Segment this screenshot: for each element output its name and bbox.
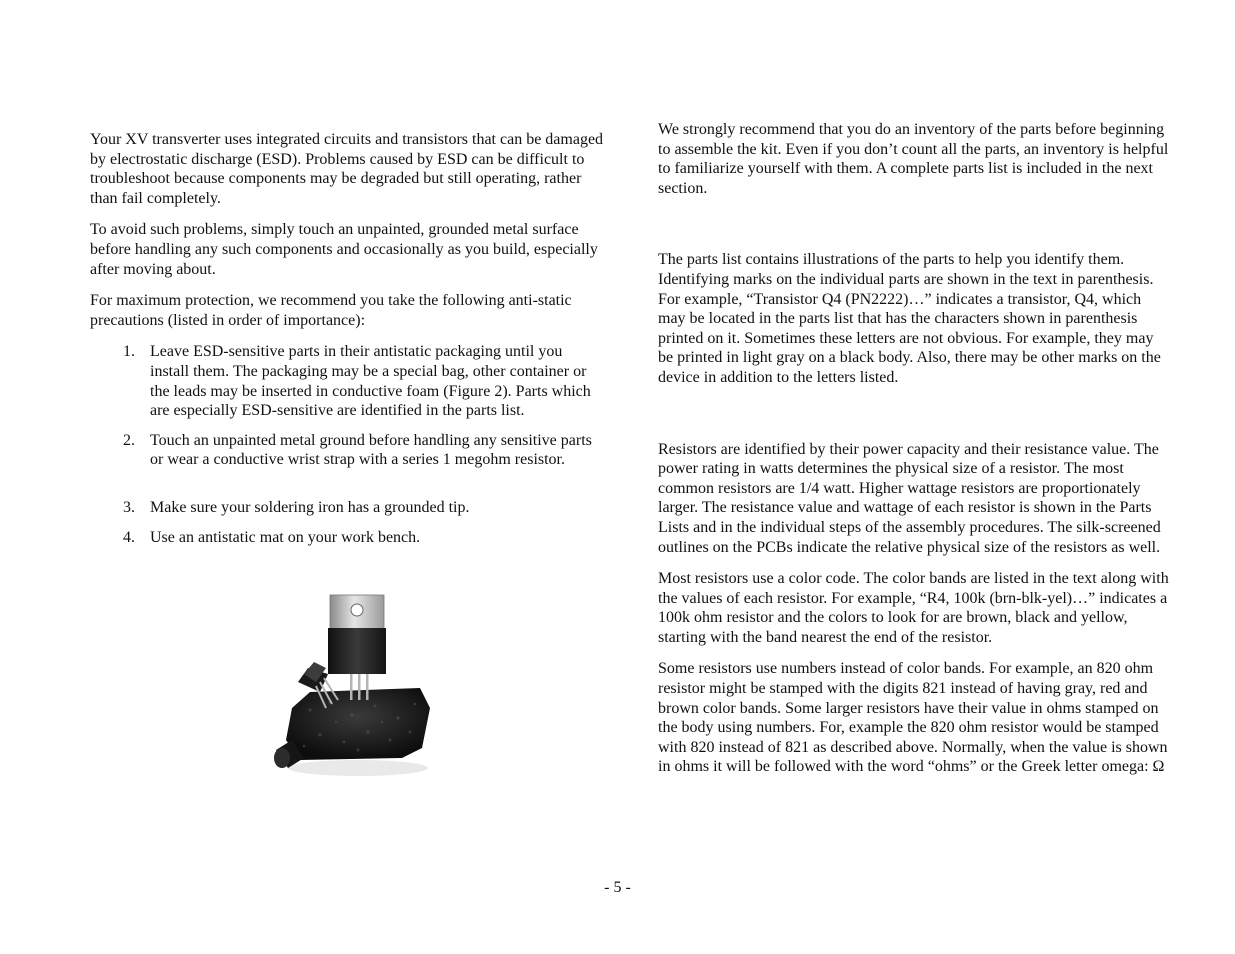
list-item [90,498,605,518]
list-item-text: Touch an unpainted metal ground before handling any sensitive parts or wear a conductive wrist strap with a series 1 megohm resistor. [150,431,592,469]
precautions-list [90,342,605,547]
right-column [658,120,1170,789]
list-item [90,342,605,420]
parts-identification-paragraph: The parts list contains illustrations of the parts to help you identify them. Identifying marks on the individual parts are shown in the text in parenthesis. For example, “Transistor Q4 (PN2222)…” indicates a transistor, Q4, which may be located in the parts list that has the characters shown in parenthesis printed on it. Sometimes these letters are not obvious. For example, they may be printed in light gray on a black body. Also, there may be other marks on the device in addition to the letters listed. [658,251,1161,386]
esd-precautions-intro: For maximum protection, we recommend you take the following anti-static precautions (listed in order of importance): [90,292,572,329]
transistors-in-conductive-foam-photo [270,590,440,780]
list-item-text: Leave ESD-sensitive parts in their antistatic packaging until you install them. The packaging may be a special bag, other container or the leads may be inserted in conductive foam (Figure 2). Parts which are especially ESD-sensitive are identified in the parts list. [150,343,591,420]
esd-intro-paragraph: Your XV transverter uses integrated circuits and transistors that can be damaged by electrostatic discharge (ESD). Problems caused by ESD can be difficult to troubleshoot because components may be degraded but still operating, rather than fail completely. [90,131,604,207]
list-item [90,528,605,548]
list-item-number: 4. [123,528,135,546]
resistor-numbers-paragraph: Some resistors use numbers instead of color bands. For example, an 820 ohm resistor might be stamped with the digits 821 instead of having gray, red and brown color bands. Some larger resistors have their value in ohms stamped on the body using numbers. For, example the 820 ohm resistor would be stamped with 820 instead of 821 as described above. Normally, when the value is shown in ohms it will be followed with the word “ohms” or the Greek letter omega: Ω [658,660,1168,776]
resistor-rating-paragraph: Resistors are identified by their power capacity and their resistance value. The power rating in watts determines the physical size of a resistor. The most common resistors are 1/4 watt. Higher wattage resistors are proportionately larger. The resistance value and wattage of each resistor is shown in the Parts Lists and in the individual steps of the assembly procedures. The silk-screened outlines on the PCBs indicate the relative physical size of the resistors as well. [658,440,1161,556]
list-item-number: 3. [123,498,135,516]
resistor-color-code-paragraph: Most resistors use a color code. The color bands are listed in the text along with the values of each resistor. For example, “R4, 100k (brn-blk-yel)…” indicates a 100k ohm resistor and the colors to look for are brown, black and yellow, starting with the band nearest the end of the resistor. [658,570,1169,646]
page-number: - 5 - [604,879,631,896]
list-item [90,431,605,470]
esd-avoid-paragraph: To avoid such problems, simply touch an unpainted, grounded metal surface before handling any such components and occasionally as you build, especially after moving about. [90,221,598,278]
list-item-text: Make sure your soldering iron has a grounded tip. [150,498,470,516]
list-item-number: 2. [123,431,135,449]
list-item-text: Use an antistatic mat on your work bench. [150,528,421,546]
inventory-paragraph: We strongly recommend that you do an inventory of the parts before beginning to assemble the kit. Even if you don’t count all the parts, an inventory is helpful to familiarize yourself with them. A complete parts list is included in the next section. [658,121,1169,197]
left-column [90,130,605,557]
list-item-number: 1. [123,343,135,361]
